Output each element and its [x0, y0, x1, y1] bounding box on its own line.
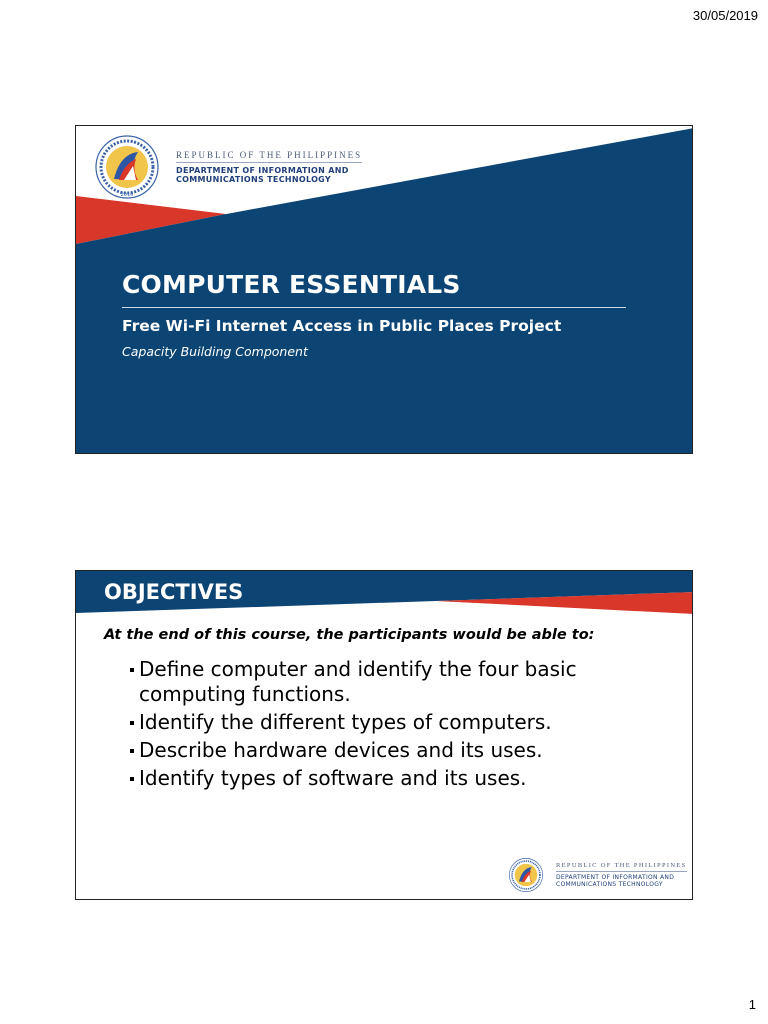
title-divider: [122, 307, 626, 308]
objectives-title: OBJECTIVES: [104, 580, 244, 604]
agency-republic-label: REPUBLIC OF THE PHILIPPINES: [176, 149, 363, 160]
dict-logo-small: [504, 857, 687, 893]
dict-seal-icon: [504, 857, 548, 893]
slide-title: COMPUTER ESSENTIALS: [122, 270, 461, 299]
agency-dept-line1: DEPARTMENT OF INFORMATION AND: [556, 873, 675, 881]
objective-item: [130, 766, 670, 791]
dict-seal-icon: [86, 134, 168, 200]
svg-text:2016: 2016: [120, 192, 134, 198]
slide-tagline: Capacity Building Component: [122, 344, 308, 359]
agency-dept-line2: COMMUNICATIONS TECHNOLOGY: [556, 880, 663, 888]
page-number: 1: [748, 997, 756, 1012]
objectives-list: [130, 657, 670, 794]
bullet-icon: [130, 721, 134, 725]
title-slide: [75, 125, 693, 454]
bullet-icon: [130, 749, 134, 753]
objective-text: Identify types of software and its uses.: [139, 766, 527, 790]
objective-text: Define computer and identify the four basic computing functions.: [139, 657, 577, 706]
agency-name-small: [556, 862, 687, 889]
objective-item: [130, 710, 670, 735]
objective-item: [130, 738, 670, 763]
agency-divider: [556, 871, 687, 872]
objectives-slide: [75, 570, 693, 900]
agency-republic-label: REPUBLIC OF THE PHILIPPINES: [556, 861, 687, 869]
bullet-icon: [130, 777, 134, 781]
objective-text: Describe hardware devices and its uses.: [139, 738, 543, 762]
dict-logo: [86, 134, 362, 200]
agency-department-label: [556, 875, 687, 889]
objective-item: [130, 657, 670, 707]
bullet-icon: [130, 668, 134, 672]
page-date: 30/05/2019: [692, 8, 758, 23]
agency-divider: [176, 162, 362, 163]
objective-text: Identify the different types of computers.: [139, 710, 552, 734]
objectives-intro: At the end of this course, the participants would be able to:: [104, 627, 595, 643]
agency-name: [176, 150, 362, 184]
slide-subtitle: Free Wi-Fi Internet Access in Public Places Project: [122, 317, 562, 335]
agency-dept-line2: COMMUNICATIONS TECHNOLOGY: [176, 175, 331, 184]
agency-department-label: [176, 166, 362, 184]
agency-dept-line1: DEPARTMENT OF INFORMATION AND: [176, 165, 349, 175]
